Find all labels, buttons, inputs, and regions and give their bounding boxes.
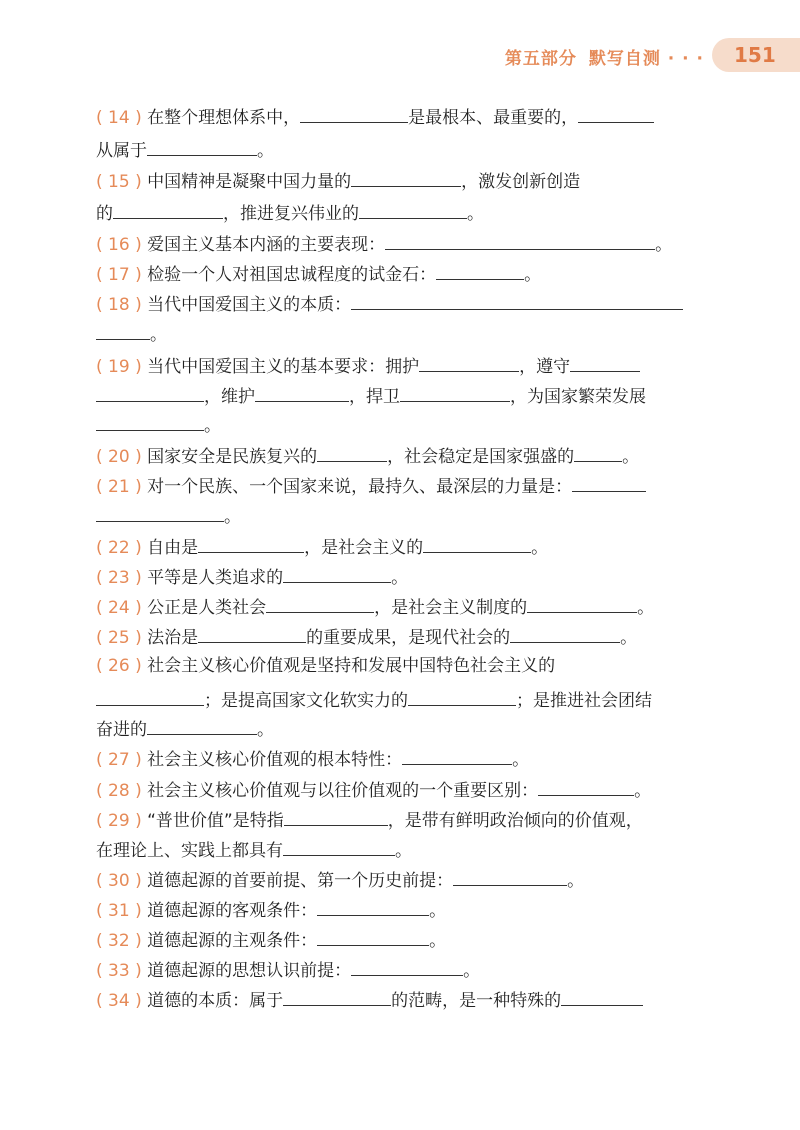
question-14-line-2 [96,136,706,163]
question-text: 的重要成果，是现代社会的 [306,628,511,648]
question-29-line-2 [96,836,706,863]
question-text: 中国精神是凝聚中国力量的 [147,172,352,192]
question-23 [96,563,706,590]
question-text: 。 [512,750,530,770]
question-number: ( 33 ) [96,961,142,981]
answer-blank[interactable] [527,593,637,613]
section-label: 第五部分 [504,49,577,69]
question-31 [96,896,706,923]
answer-blank[interactable] [198,533,304,553]
question-text: 。 [463,961,481,981]
question-text: 的 [96,204,113,224]
answer-blank[interactable] [359,199,467,219]
question-number: ( 28 ) [96,781,142,801]
answer-blank[interactable] [317,896,429,916]
question-text: 。 [622,447,640,467]
answer-blank[interactable] [283,986,391,1006]
question-34 [96,986,706,1013]
answer-blank[interactable] [300,103,408,123]
question-number: ( 32 ) [96,931,142,951]
question-text: 在整个理想体系中， [147,108,301,128]
header-dots: · · · [667,49,704,69]
question-text: 。 [467,204,484,224]
answer-blank[interactable] [96,320,150,340]
question-15-line-2 [96,199,706,226]
question-text: ；是推进社会团结 [516,691,652,711]
question-text: 道德起源的首要前提、第一个历史前提： [147,871,454,891]
answer-blank[interactable] [351,956,463,976]
question-text: ，社会稳定是国家强盛的 [387,447,575,467]
question-30 [96,866,706,893]
question-text: ，是带有鲜明政治倾向的价值观， [387,811,643,831]
question-number: ( 18 ) [96,295,142,315]
question-text: 奋进的 [96,720,147,740]
question-28 [96,776,706,803]
answer-blank[interactable] [266,593,374,613]
question-text: 在理论上、实践上都具有 [96,841,283,861]
question-text: 。 [567,871,585,891]
question-text: 。 [224,507,241,527]
answer-blank[interactable] [578,103,654,123]
answer-blank[interactable] [317,442,387,462]
question-text: 。 [531,538,549,558]
question-text: 对一个民族、一个国家来说，最持久、最深层的力量是： [147,477,573,497]
answer-blank[interactable] [96,502,224,522]
question-18-line-1 [96,290,706,317]
question-text: ，为国家繁荣发展 [510,387,646,407]
question-19-line-2 [96,382,706,409]
question-text: ，是社会主义的 [304,538,424,558]
question-text: 道德的本质：属于 [147,991,284,1011]
question-text: 。 [620,628,638,648]
question-text: 当代中国爱国主义的本质： [147,295,352,315]
question-text: 。 [395,841,412,861]
question-number: ( 30 ) [96,871,142,891]
answer-blank[interactable] [574,442,622,462]
question-number: ( 31 ) [96,901,142,921]
question-26-line-3 [96,715,706,742]
question-text: ；是提高国家文化软实力的 [204,691,408,711]
question-text: ，遵守 [519,357,571,377]
question-text: ，激发创新创造 [461,172,581,192]
question-text: 。 [257,720,274,740]
chapter-title: 默写自测 [588,49,661,69]
question-22 [96,533,706,560]
question-text: 的范畴，是一种特殊的 [391,991,562,1011]
answer-blank[interactable] [572,472,646,492]
question-text: ，捍卫 [349,387,400,407]
question-text: 当代中国爱国主义的基本要求：拥护 [147,357,420,377]
answer-blank[interactable] [317,926,429,946]
answer-blank[interactable] [284,806,388,826]
answer-blank[interactable] [453,866,567,886]
answer-blank[interactable] [351,290,683,310]
question-number: ( 21 ) [96,477,142,497]
question-number: ( 16 ) [96,235,142,255]
question-number: ( 15 ) [96,172,142,192]
answer-blank[interactable] [283,563,391,583]
question-17 [96,260,706,287]
question-26-line-2 [96,686,706,713]
question-text: 。 [429,901,447,921]
question-text: ，维护 [204,387,255,407]
question-29-line-1 [96,806,706,833]
answer-blank[interactable] [96,382,204,402]
question-26-line-1 [96,654,706,678]
question-16 [96,230,706,257]
question-text: 是最根本、最重要的， [408,108,579,128]
question-text: ，是社会主义制度的 [374,598,528,618]
question-text: 平等是人类追求的 [147,568,284,588]
answer-blank[interactable] [561,986,643,1006]
question-text: 社会主义核心价值观是坚持和发展中国特色社会主义的 [147,656,556,676]
answer-blank[interactable] [96,411,204,431]
question-19-line-3 [96,411,706,438]
question-text: 。 [637,598,655,618]
question-27 [96,745,706,772]
question-32 [96,926,706,953]
answer-blank[interactable] [570,352,640,372]
question-number: ( 24 ) [96,598,142,618]
question-33 [96,956,706,983]
question-number: ( 20 ) [96,447,142,467]
answer-blank[interactable] [147,715,257,735]
answer-blank[interactable] [538,776,634,796]
question-number: ( 26 ) [96,656,142,676]
question-text: 从属于 [96,141,147,161]
question-25 [96,623,706,650]
question-text: 爱国主义基本内涵的主要表现： [147,235,386,255]
question-text: 。 [524,265,542,285]
question-21-line-2 [96,502,706,529]
question-text: 社会主义核心价值观的根本特性： [147,750,403,770]
answer-blank[interactable] [400,382,510,402]
question-text: 社会主义核心价值观与以往价值观的一个重要区别： [147,781,539,801]
answer-blank[interactable] [385,230,655,250]
question-number: ( 27 ) [96,750,142,770]
question-number: ( 22 ) [96,538,142,558]
question-text: 。 [655,235,673,255]
answer-blank[interactable] [510,623,620,643]
question-text: 检验一个人对祖国忠诚程度的试金石： [147,265,437,285]
question-text: 。 [257,141,274,161]
question-number: ( 23 ) [96,568,142,588]
answer-blank[interactable] [408,686,516,706]
question-15-line-1 [96,167,706,194]
answer-blank[interactable] [96,686,204,706]
question-text: 公正是人类社会 [147,598,267,618]
question-text: 道德起源的客观条件： [147,901,318,921]
question-24 [96,593,706,620]
answer-blank[interactable] [436,260,524,280]
answer-blank[interactable] [351,167,461,187]
question-21-line-1 [96,472,706,499]
answer-blank[interactable] [402,745,512,765]
question-text: 道德起源的主观条件： [147,931,318,951]
question-19-line-1 [96,352,706,379]
answer-blank[interactable] [113,199,223,219]
question-text: 自由是 [147,538,199,558]
question-18-line-2 [96,320,706,347]
question-text: 。 [150,325,167,345]
question-text: 。 [204,416,221,436]
question-text: 道德起源的思想认识前提： [147,961,352,981]
answer-blank[interactable] [283,836,395,856]
question-number: ( 14 ) [96,108,142,128]
question-text: 国家安全是民族复兴的 [147,447,318,467]
question-text: 法治是 [147,628,199,648]
question-number: ( 25 ) [96,628,142,648]
question-text: 。 [391,568,409,588]
question-text: 。 [429,931,447,951]
question-20 [96,442,706,469]
answer-blank[interactable] [255,382,349,402]
question-text: ，推进复兴伟业的 [223,204,359,224]
question-number: ( 19 ) [96,357,142,377]
answer-blank[interactable] [419,352,519,372]
answer-blank[interactable] [198,623,306,643]
question-number: ( 29 ) [96,811,142,831]
question-14-line-1 [96,103,706,130]
page-number: 151 [712,38,800,72]
question-text: 。 [634,781,652,801]
question-text: “普世价值”是特指 [147,811,284,831]
answer-blank[interactable] [423,533,531,553]
question-number: ( 17 ) [96,265,142,285]
answer-blank[interactable] [147,136,257,156]
question-number: ( 34 ) [96,991,142,1011]
